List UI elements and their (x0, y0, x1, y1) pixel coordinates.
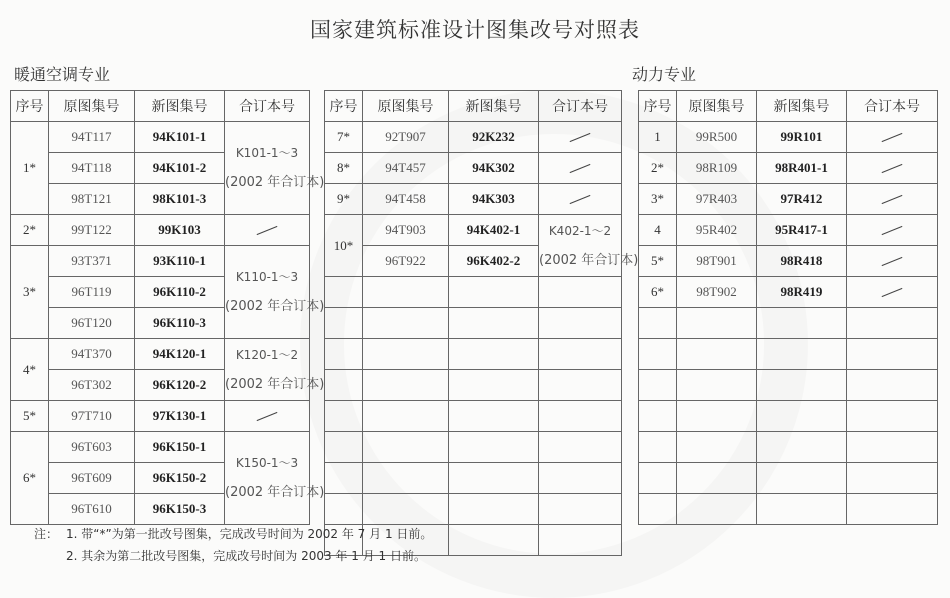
original-no-cell: 96T120 (49, 308, 135, 339)
blank-cell (757, 370, 847, 401)
new-no-cell: 97K130-1 (135, 401, 225, 432)
original-no-cell: 98T902 (677, 277, 757, 308)
blank-row (325, 401, 622, 432)
blank-cell (325, 432, 363, 463)
blank-cell (847, 432, 938, 463)
new-no-cell: 97R412 (757, 184, 847, 215)
blank-cell (449, 370, 539, 401)
table-row (11, 339, 310, 370)
blank-cell (363, 277, 449, 308)
blank-cell (449, 308, 539, 339)
seq-cell: 9* (325, 184, 363, 215)
bound-volume-cell (225, 215, 310, 246)
new-no-cell: 96K150-2 (135, 463, 225, 494)
blank-cell (363, 494, 449, 525)
bound-volume-note: (2002 年合订本) (225, 376, 325, 392)
table-row (639, 215, 938, 246)
blank-cell (539, 525, 622, 556)
blank-cell (539, 494, 622, 525)
blank-cell (757, 401, 847, 432)
original-no-cell: 98R109 (677, 153, 757, 184)
blank-cell (325, 401, 363, 432)
bound-volume-cell (847, 184, 938, 215)
blank-cell (539, 277, 622, 308)
new-no-cell: 92K232 (449, 122, 539, 153)
table-row (325, 215, 622, 246)
new-no-cell: 96K110-2 (135, 277, 225, 308)
blank-cell (639, 370, 677, 401)
blank-cell (847, 401, 938, 432)
blank-cell (757, 308, 847, 339)
original-no-cell: 96T302 (49, 370, 135, 401)
not-applicable-mark (257, 411, 278, 420)
hvac-table-1 (10, 90, 325, 525)
notes (34, 523, 432, 567)
bound-volume-code: K150-1～3 (235, 456, 299, 470)
not-applicable-mark (882, 163, 903, 172)
blank-cell (677, 308, 757, 339)
header-row (639, 91, 938, 122)
seq-cell: 2* (11, 215, 49, 246)
header-row (11, 91, 310, 122)
blank-cell (363, 432, 449, 463)
table-row (11, 246, 310, 277)
blank-row (325, 339, 622, 370)
original-no-cell: 99R500 (677, 122, 757, 153)
seq-cell: 4 (639, 215, 677, 246)
new-no-cell: 96K150-1 (135, 432, 225, 463)
blank-cell (449, 401, 539, 432)
table-row (639, 153, 938, 184)
section-label-power: 动力专业 (632, 65, 697, 84)
new-no-cell: 98K101-3 (135, 184, 225, 215)
blank-cell (677, 432, 757, 463)
blank-cell (325, 370, 363, 401)
new-no-cell: 94K101-2 (135, 153, 225, 184)
seq-cell: 5* (639, 246, 677, 277)
blank-cell (449, 525, 539, 556)
header-original-no: 原图集号 (677, 91, 757, 122)
original-no-cell: 98T121 (49, 184, 135, 215)
not-applicable-mark (882, 256, 903, 265)
blank-cell (363, 463, 449, 494)
blank-cell (847, 339, 938, 370)
new-no-cell: 94K302 (449, 153, 539, 184)
not-applicable-mark (882, 225, 903, 234)
table-row (639, 246, 938, 277)
table-row (11, 401, 310, 432)
blank-cell (325, 277, 363, 308)
blank-cell (449, 463, 539, 494)
blank-cell (639, 401, 677, 432)
seq-cell: 7* (325, 122, 363, 153)
seq-cell: 1* (11, 122, 49, 215)
original-no-cell: 98T901 (677, 246, 757, 277)
original-no-cell: 96T603 (49, 432, 135, 463)
original-no-cell: 96T609 (49, 463, 135, 494)
hvac-table-2 (324, 90, 639, 556)
seq-cell: 5* (11, 401, 49, 432)
header-original-no: 原图集号 (49, 91, 135, 122)
blank-cell (325, 494, 363, 525)
table-row (639, 122, 938, 153)
not-applicable-mark (570, 194, 591, 203)
blank-cell (847, 463, 938, 494)
bound-volume-cell (539, 215, 639, 277)
blank-row (639, 494, 938, 525)
blank-row (639, 401, 938, 432)
blank-row (325, 370, 622, 401)
blank-cell (847, 494, 938, 525)
original-no-cell: 97T710 (49, 401, 135, 432)
header-original-no: 原图集号 (363, 91, 449, 122)
original-no-cell: 92T907 (363, 122, 449, 153)
seq-cell: 3* (11, 246, 49, 339)
original-no-cell: 94T370 (49, 339, 135, 370)
new-no-cell: 96K402-2 (449, 246, 539, 277)
new-no-cell: 99R101 (757, 122, 847, 153)
bound-volume-code: K120-1～2 (235, 347, 299, 362)
blank-cell (847, 370, 938, 401)
blank-row (639, 339, 938, 370)
not-applicable-mark (882, 194, 903, 203)
bound-volume-code: K110-1～3 (235, 270, 299, 284)
bound-volume-cell (539, 184, 622, 215)
blank-cell (757, 432, 847, 463)
bound-volume-cell (539, 153, 622, 184)
seq-cell: 4* (11, 339, 49, 401)
new-no-cell: 98R418 (757, 246, 847, 277)
table-row (325, 153, 622, 184)
bound-volume-code: K402-1～2 (548, 223, 612, 238)
bound-volume-cell (539, 122, 622, 153)
blank-cell (677, 463, 757, 494)
table-row (11, 122, 310, 153)
header-seq: 序号 (325, 91, 363, 122)
blank-row (325, 432, 622, 463)
blank-cell (539, 432, 622, 463)
table-row (639, 277, 938, 308)
bound-volume-note: (2002 年合订本) (225, 485, 325, 500)
blank-cell (677, 370, 757, 401)
new-no-cell: 94K402-1 (449, 215, 539, 246)
not-applicable-mark (257, 225, 278, 234)
new-no-cell: 98R401-1 (757, 153, 847, 184)
header-bound-volume: 合订本号 (539, 91, 622, 122)
blank-row (639, 370, 938, 401)
blank-row (325, 494, 622, 525)
table-row (639, 184, 938, 215)
blank-row (639, 463, 938, 494)
blank-cell (677, 339, 757, 370)
bound-volume-note: (2002 年合订本) (539, 252, 639, 268)
bound-volume-code: K101-1～3 (235, 146, 299, 160)
blank-row (639, 432, 938, 463)
header-bound-volume: 合订本号 (847, 91, 938, 122)
original-no-cell: 94T903 (363, 215, 449, 246)
bound-volume-cell (225, 339, 325, 401)
notes-label: 注： (34, 527, 59, 541)
table-row (11, 432, 310, 463)
seq-cell: 3* (639, 184, 677, 215)
new-no-cell: 96K120-2 (135, 370, 225, 401)
original-no-cell: 93T371 (49, 246, 135, 277)
original-no-cell: 94T457 (363, 153, 449, 184)
original-no-cell: 96T119 (49, 277, 135, 308)
new-no-cell: 99K103 (135, 215, 225, 246)
blank-cell (757, 494, 847, 525)
new-no-cell: 94K120-1 (135, 339, 225, 370)
bound-volume-note: (2002 年合订本) (225, 299, 325, 314)
blank-cell (639, 308, 677, 339)
blank-row (325, 463, 622, 494)
note-item-2: 2. 其余为第二批改号图集，完成改号时间为 2003 年 1 月 1 日前。 (66, 549, 426, 563)
blank-cell (449, 432, 539, 463)
blank-cell (449, 494, 539, 525)
blank-cell (539, 370, 622, 401)
blank-cell (449, 277, 539, 308)
new-no-cell: 93K110-1 (135, 246, 225, 277)
bound-volume-cell (847, 122, 938, 153)
original-no-cell: 94T458 (363, 184, 449, 215)
bound-volume-cell (225, 432, 325, 525)
new-no-cell: 98R419 (757, 277, 847, 308)
blank-row (325, 277, 622, 308)
blank-cell (325, 308, 363, 339)
header-new-no: 新图集号 (135, 91, 225, 122)
header-seq: 序号 (639, 91, 677, 122)
header-new-no: 新图集号 (757, 91, 847, 122)
original-no-cell: 96T922 (363, 246, 449, 277)
table-row (325, 184, 622, 215)
table-row (11, 215, 310, 246)
power-table (638, 90, 938, 525)
blank-cell (449, 339, 539, 370)
new-no-cell: 94K101-1 (135, 122, 225, 153)
original-no-cell: 99T122 (49, 215, 135, 246)
blank-cell (325, 339, 363, 370)
section-label-hvac: 暖通空调专业 (14, 65, 111, 84)
seq-cell: 6* (11, 432, 49, 525)
blank-cell (363, 401, 449, 432)
bound-volume-cell (847, 153, 938, 184)
blank-cell (639, 432, 677, 463)
original-no-cell: 94T117 (49, 122, 135, 153)
bound-volume-cell (225, 401, 310, 432)
blank-cell (539, 339, 622, 370)
bound-volume-note: (2002 年合订本) (225, 175, 325, 190)
seq-cell: 6* (639, 277, 677, 308)
blank-cell (757, 463, 847, 494)
not-applicable-mark (570, 163, 591, 172)
seq-cell: 1 (639, 122, 677, 153)
table-row (325, 122, 622, 153)
blank-cell (639, 494, 677, 525)
blank-cell (639, 463, 677, 494)
seq-cell: 10* (325, 215, 363, 277)
blank-cell (677, 401, 757, 432)
new-no-cell: 96K150-3 (135, 494, 225, 525)
bound-volume-cell (225, 122, 325, 215)
blank-cell (847, 308, 938, 339)
blank-cell (639, 339, 677, 370)
blank-cell (363, 308, 449, 339)
original-no-cell: 97R403 (677, 184, 757, 215)
header-seq: 序号 (11, 91, 49, 122)
bound-volume-cell (847, 246, 938, 277)
bound-volume-cell (847, 215, 938, 246)
seq-cell: 2* (639, 153, 677, 184)
blank-cell (539, 463, 622, 494)
not-applicable-mark (882, 132, 903, 141)
blank-row (325, 308, 622, 339)
header-bound-volume: 合订本号 (225, 91, 310, 122)
blank-cell (325, 463, 363, 494)
blank-cell (539, 401, 622, 432)
blank-cell (677, 494, 757, 525)
original-no-cell: 95R402 (677, 215, 757, 246)
blank-row (639, 308, 938, 339)
blank-cell (363, 339, 449, 370)
blank-cell (757, 339, 847, 370)
blank-cell (539, 308, 622, 339)
not-applicable-mark (882, 287, 903, 296)
original-no-cell: 94T118 (49, 153, 135, 184)
bound-volume-cell (847, 277, 938, 308)
blank-cell (363, 370, 449, 401)
new-no-cell: 94K303 (449, 184, 539, 215)
new-no-cell: 95R417-1 (757, 215, 847, 246)
not-applicable-mark (570, 132, 591, 141)
note-item-1: 1. 带“*”为第一批改号图集，完成改号时间为 2002 年 7 月 1 日前。 (66, 527, 433, 541)
page-title: 国家建筑标准设计图集改号对照表 (310, 18, 640, 42)
original-no-cell: 96T610 (49, 494, 135, 525)
header-row (325, 91, 622, 122)
new-no-cell: 96K110-3 (135, 308, 225, 339)
header-new-no: 新图集号 (449, 91, 539, 122)
seq-cell: 8* (325, 153, 363, 184)
bound-volume-cell (225, 246, 325, 339)
